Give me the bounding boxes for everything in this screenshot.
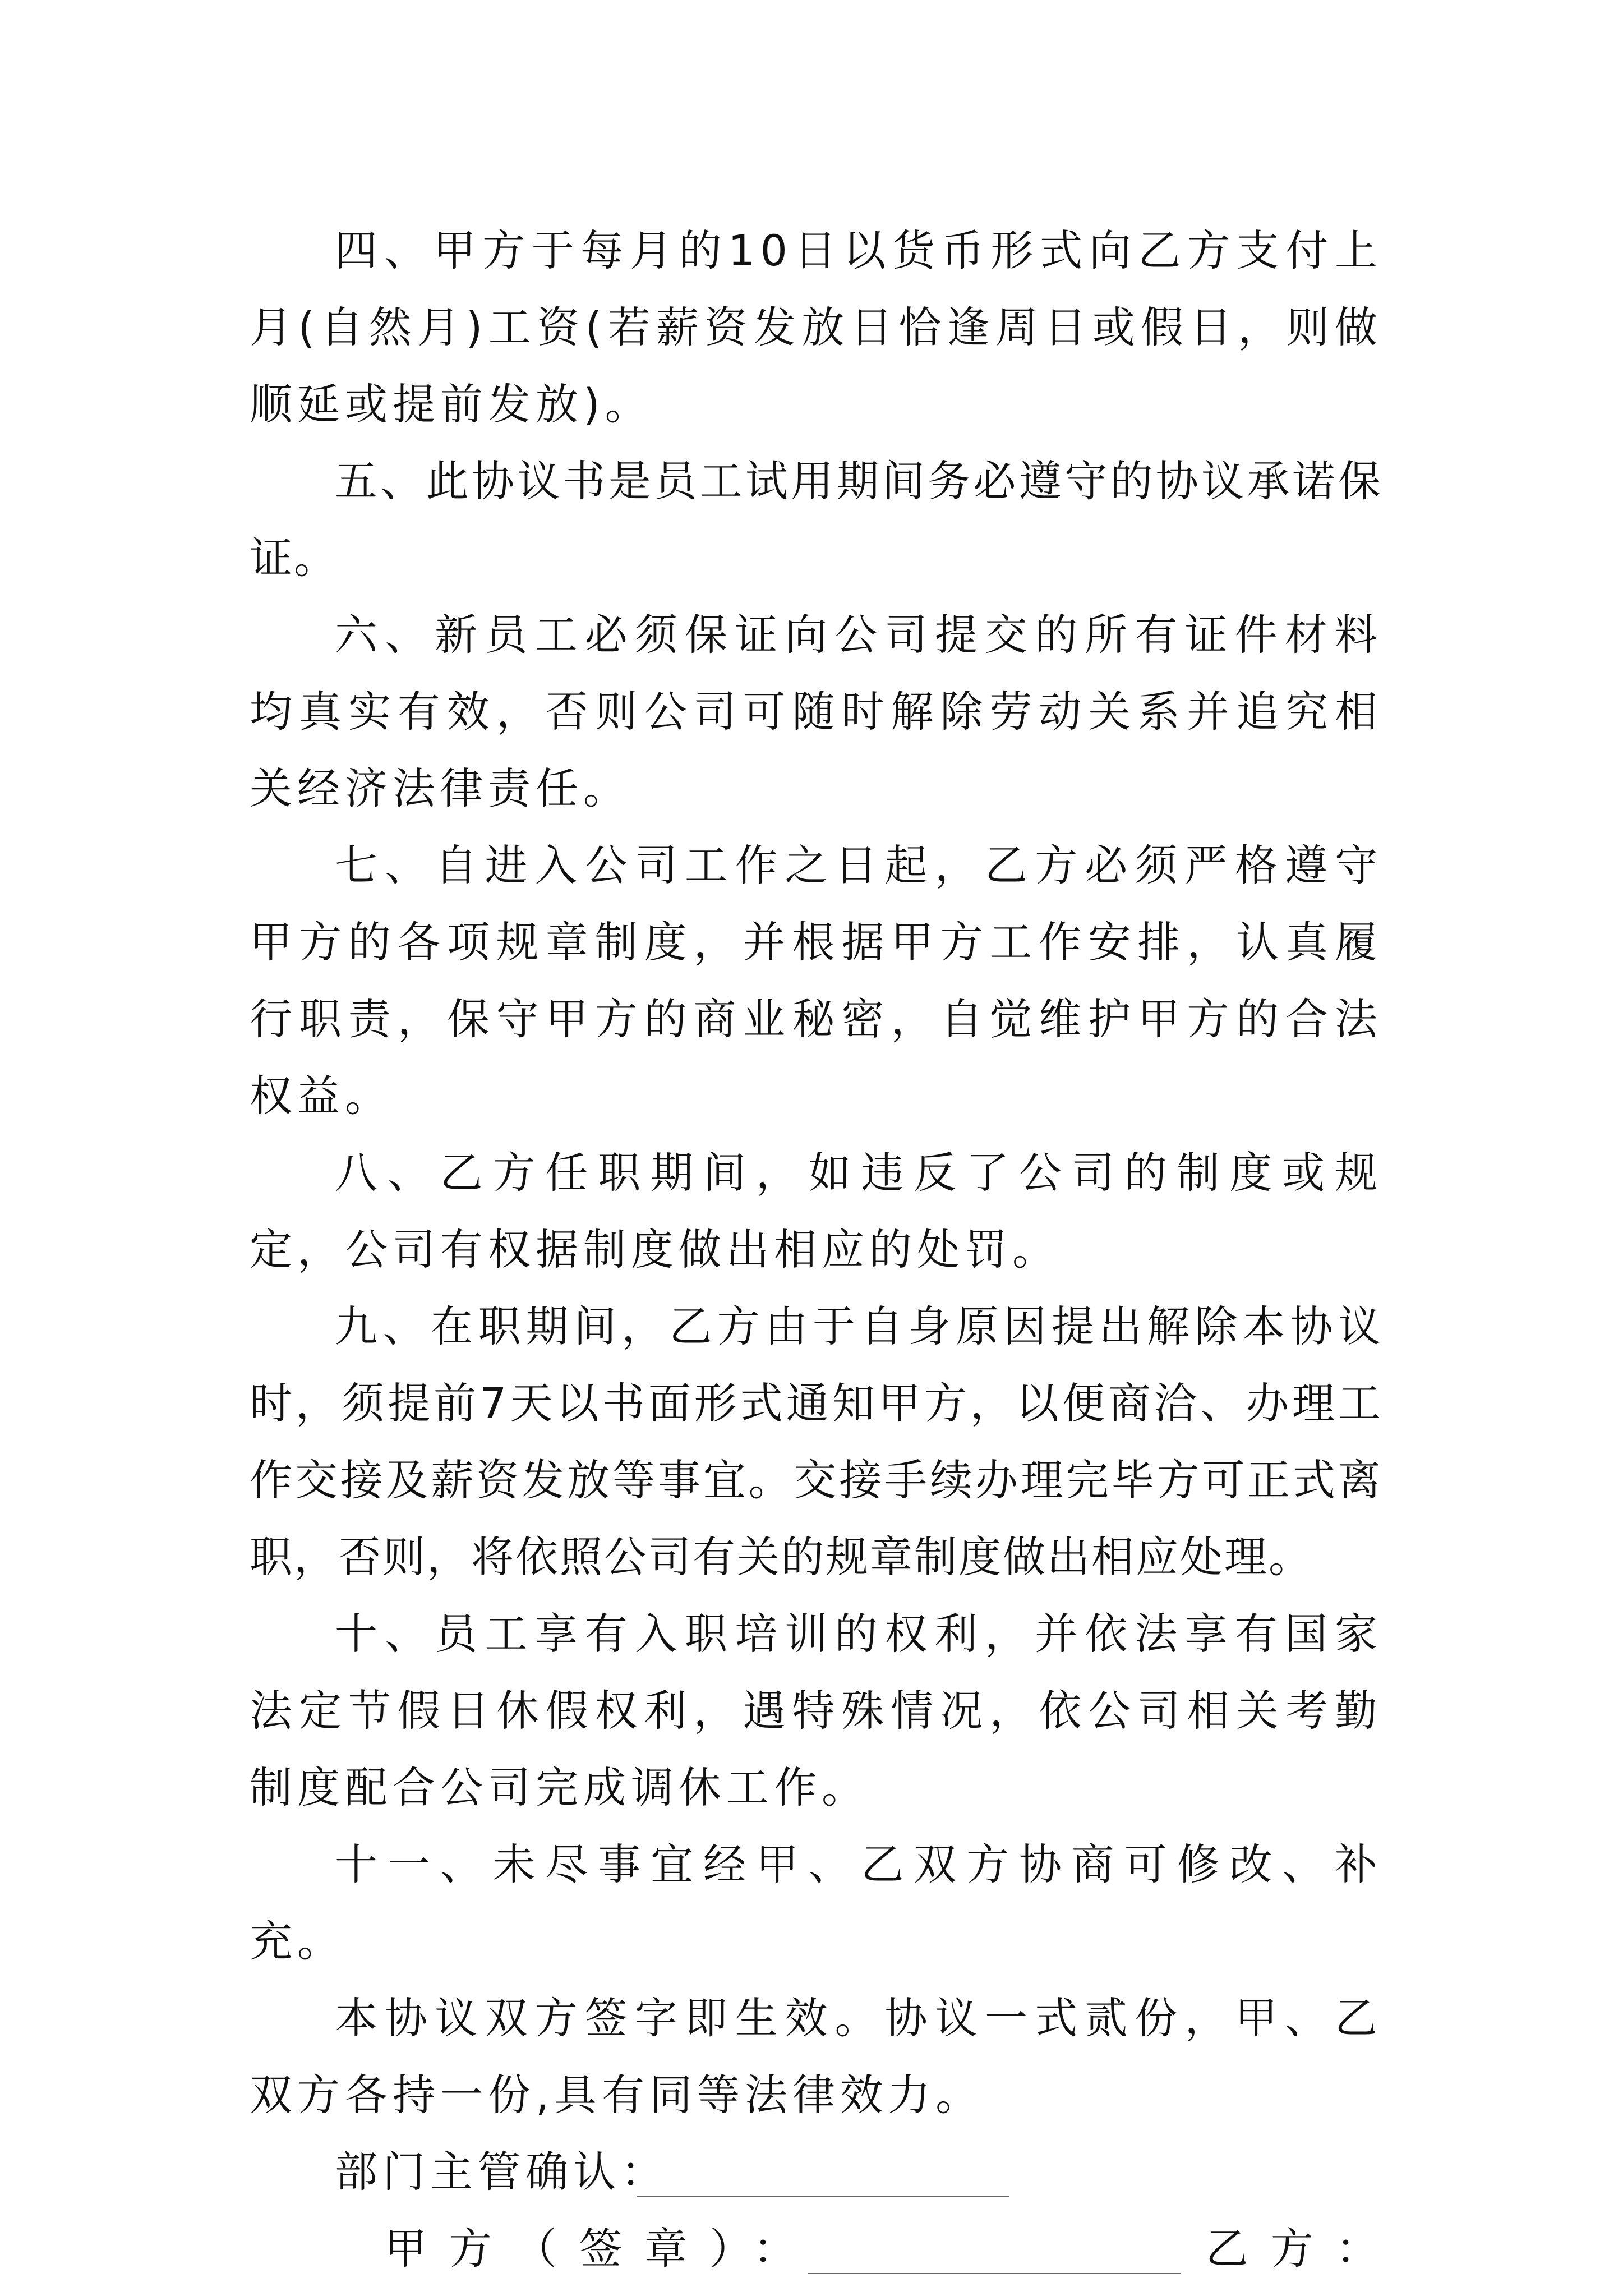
document-body bbox=[250, 212, 1401, 2287]
clause-6: 六、新员工必须保证向公司提交的所有证件材料均真实有效，否则公司可随时解除劳动关系并追究相关经济法律责任。 bbox=[250, 610, 1382, 813]
party-signature-row bbox=[250, 2210, 1401, 2287]
manager-signature-line[interactable] bbox=[637, 2196, 1009, 2197]
party-a-signature-line[interactable] bbox=[808, 2273, 1181, 2274]
clause-9: 九、在职期间，乙方由于自身原因提出解除本协议时，须提前7天以书面形式通知甲方，以便商洽、办理工作交接及薪资发放等事宜。交接手续办理完毕方可正式离职，否则，将依照公司有关的规章制度做出相应处理。 bbox=[250, 1301, 1382, 1582]
clause-11: 十一、未尽事宜经甲、乙双方协商可修改、补充。 bbox=[250, 1839, 1382, 1966]
clause-5: 五、此协议书是员工试用期间务必遵守的协议承诺保证。 bbox=[250, 456, 1382, 583]
clause-7: 七、自进入公司工作之日起，乙方必须严格遵守甲方的各项规章制度，并根据甲方工作安排，认真履行职责，保守甲方的商业秘密，自觉维护甲方的合法权益。 bbox=[250, 840, 1382, 1121]
manager-confirmation-label: 部门主管确认： bbox=[335, 2147, 668, 2197]
clause-10: 十、员工享有入职培训的权利，并依法享有国家法定节假日休假权利，遇特殊情况，依公司相关考勤制度配合公司完成调休工作。 bbox=[250, 1609, 1382, 1812]
party-b-label: 乙方： bbox=[1206, 2224, 1401, 2274]
clause-4: 四、甲方于每月的10日以货币形式向乙方支付上月(自然月)工资(若薪资发放日恰逢周日或假日，则做顺延或提前发放)。 bbox=[250, 226, 1382, 429]
party-a-label: 甲方（签章）： bbox=[384, 2224, 818, 2274]
manager-confirmation-row bbox=[250, 2133, 1382, 2210]
clause-8: 八、乙方任职期间，如违反了公司的制度或规定，公司有权据制度做出相应的处罚。 bbox=[250, 1148, 1382, 1274]
effective-clause: 本协议双方签字即生效。协议一式贰份，甲、乙双方各持一份,具有同等法律效力。 bbox=[250, 1993, 1382, 2120]
